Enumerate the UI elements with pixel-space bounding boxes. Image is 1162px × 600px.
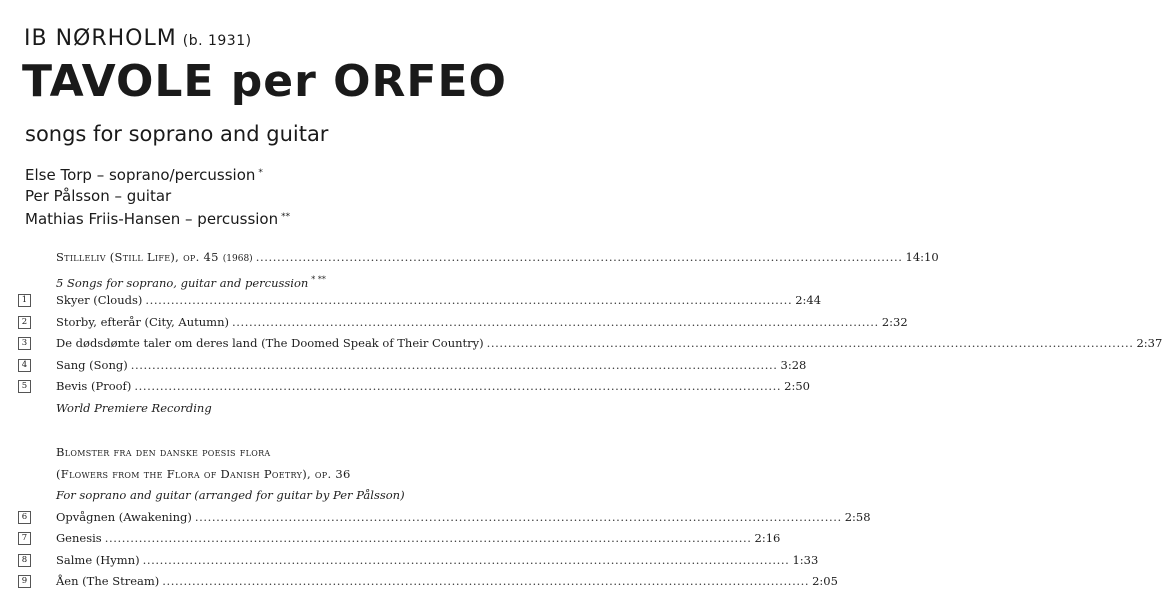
track-duration: 3:28 [780,357,807,372]
recording-note: World Premiere Recording [56,400,212,415]
track-duration: 1:33 [792,552,819,567]
track-duration: 2:58 [844,509,871,524]
track-row[interactable] [18,571,838,593]
track-number: 8 [18,554,31,567]
track-title: De dødsdømte taler om deres land (The Doomed Speak of Their Country) [56,336,484,350]
track-row[interactable] [18,333,1162,355]
track-title: Sang (Song) [56,357,128,372]
performer-list [25,163,290,230]
performer-2: Per Pålsson – guitar [25,187,172,205]
work-title-translation: (Flowers from the Flora of Danish Poetry), op. 36 [56,466,351,481]
track-row[interactable] [18,290,822,312]
footnote-mark: ** [281,212,291,222]
footnote-mark: * [258,168,263,178]
work-heading [18,247,939,269]
composer-name: IB NØRHOLM [24,26,177,51]
dot-leader: ........................................................................................................................................................ [145,293,793,307]
album-subtitle: songs for soprano and guitar [25,122,329,146]
track-duration: 2:32 [881,314,908,329]
dot-leader: ........................................................................................................................................................ [255,250,903,264]
track-title: Opvågnen (Awakening) [56,509,192,524]
track-duration: 2:16 [754,531,781,545]
track-number: 6 [18,511,31,524]
track-number: 5 [18,380,31,393]
work-description: 5 Songs for soprano, guitar and percussion * ** [56,274,326,290]
footnote-mark: * ** [311,274,326,284]
track-row[interactable] [18,376,810,398]
dot-leader: ........................................................................................................................................................ [130,357,778,372]
track-number: 9 [18,575,31,588]
track-number: 2 [18,316,31,329]
track-row[interactable] [18,312,908,334]
track-number: 1 [18,294,31,307]
track-number: 7 [18,532,31,545]
track-row[interactable] [18,550,819,572]
dot-leader: ........................................................................................................................................................ [486,336,1134,350]
track-title: Genesis [56,531,102,545]
track-title: Bevis (Proof) [56,379,132,393]
track-row[interactable] [18,507,871,529]
track-duration: 2:44 [795,293,822,307]
composer-line [24,26,252,51]
work-year: (1968) [222,254,253,264]
track-row[interactable] [18,528,781,550]
track-duration: 2:37 [1136,336,1162,350]
track-duration: 2:50 [784,379,810,393]
track-number: 4 [18,359,31,372]
composer-years: (b. 1931) [182,33,252,49]
track-title: Åen (The Stream) [56,574,160,588]
work-duration: 14:10 [905,250,939,264]
dot-leader: ........................................................................................................................................................ [134,379,782,393]
track-listing [18,247,1162,593]
dot-leader: ........................................................................................................................................................ [104,531,752,545]
track-title: Skyer (Clouds) [56,293,143,307]
track-row[interactable] [18,355,807,377]
work-description: For soprano and guitar (arranged for guitar by Per Pålsson) [56,488,405,502]
track-title: Storby, efterår (City, Autumn) [56,314,229,329]
work-title: Stilleliv (Still Life), op. 45 [56,250,219,264]
work-title: Blomster fra den danske poesis flora [56,445,271,459]
work-heading-line2 [18,464,592,486]
dot-leader: ........................................................................................................................................................ [231,314,879,329]
track-duration: 2:05 [812,574,838,588]
track-number: 3 [18,337,31,350]
track-title: Salme (Hymn) [56,552,140,567]
performer-1: Else Torp – soprano/percussion * [25,166,263,184]
dot-leader: ........................................................................................................................................................ [194,509,842,524]
dot-leader: ........................................................................................................................................................ [142,552,790,567]
performer-3: Mathias Friis-Hansen – percussion ** [25,210,291,228]
dot-leader: ........................................................................................................................................................ [162,574,810,588]
work-heading [18,442,592,464]
album-title: TAVOLE per ORFEO [22,56,507,107]
